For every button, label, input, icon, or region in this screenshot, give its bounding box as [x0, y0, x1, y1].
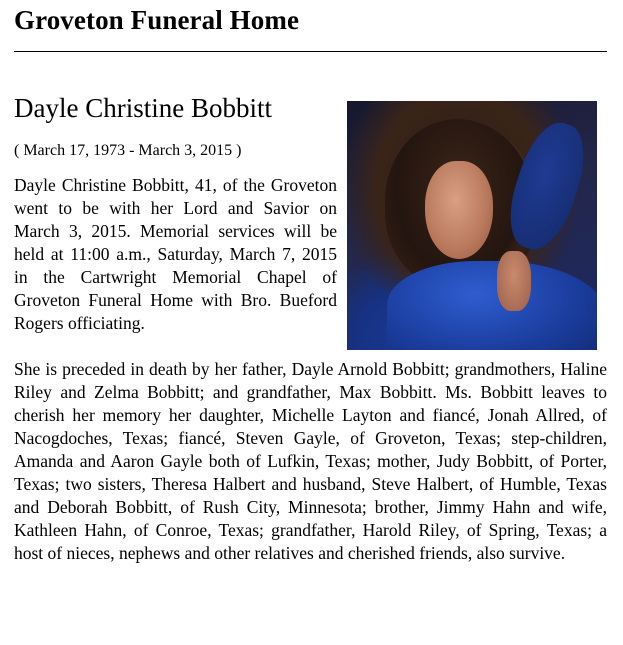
- life-dates: ( March 17, 1973 - March 3, 2015 ): [14, 142, 242, 159]
- header-divider: [14, 51, 607, 52]
- site-title: Groveton Funeral Home: [14, 5, 300, 35]
- deceased-name: Dayle Christine Bobbitt: [14, 93, 272, 123]
- obituary-paragraph-family: She is preceded in death by her father, Dayle Arnold Bobbitt; grandmothers, Haline Riley and Zelma Bobbitt; and grandfather, Max Bobbitt. Ms. Bobbitt leaves to cherish her memory her daughter, Michelle Layton and fiancé, Jonah Allred, of Nacogdoches, Texas; fiancé, Steven Gayle, of Groveton, Texas; step-children, Amanda and Aaron Gayle both of Lufkin, Texas; mother, Judy Bobbitt, of Porter, Texas; two sisters, Theresa Halbert and husband, Steve Halbert, of Humble, Texas and Deborah Bobbitt, of Rush City, Minnesota; brother, Jimmy Hahn and wife, Kathleen Hahn, of Conroe, Texas; grandfather, Harold Riley, of Spring, Texas; a host of nieces, nephews and other relatives and cherished friends, also survive.: [14, 359, 607, 563]
- obituary-content: [14, 92, 607, 565]
- obituary-paragraph-service: Dayle Christine Bobbitt, 41, of the Groveton went to be with her Lord and Savior on March 3, 2015. Memorial services will be held at 11:00 a.m., Saturday, March 7, 2015 in the Cartwright Memorial Chapel of Groveton Funeral Home with Bro. Bueford Rogers officiating.: [14, 175, 337, 333]
- obituary-photo: [347, 101, 597, 350]
